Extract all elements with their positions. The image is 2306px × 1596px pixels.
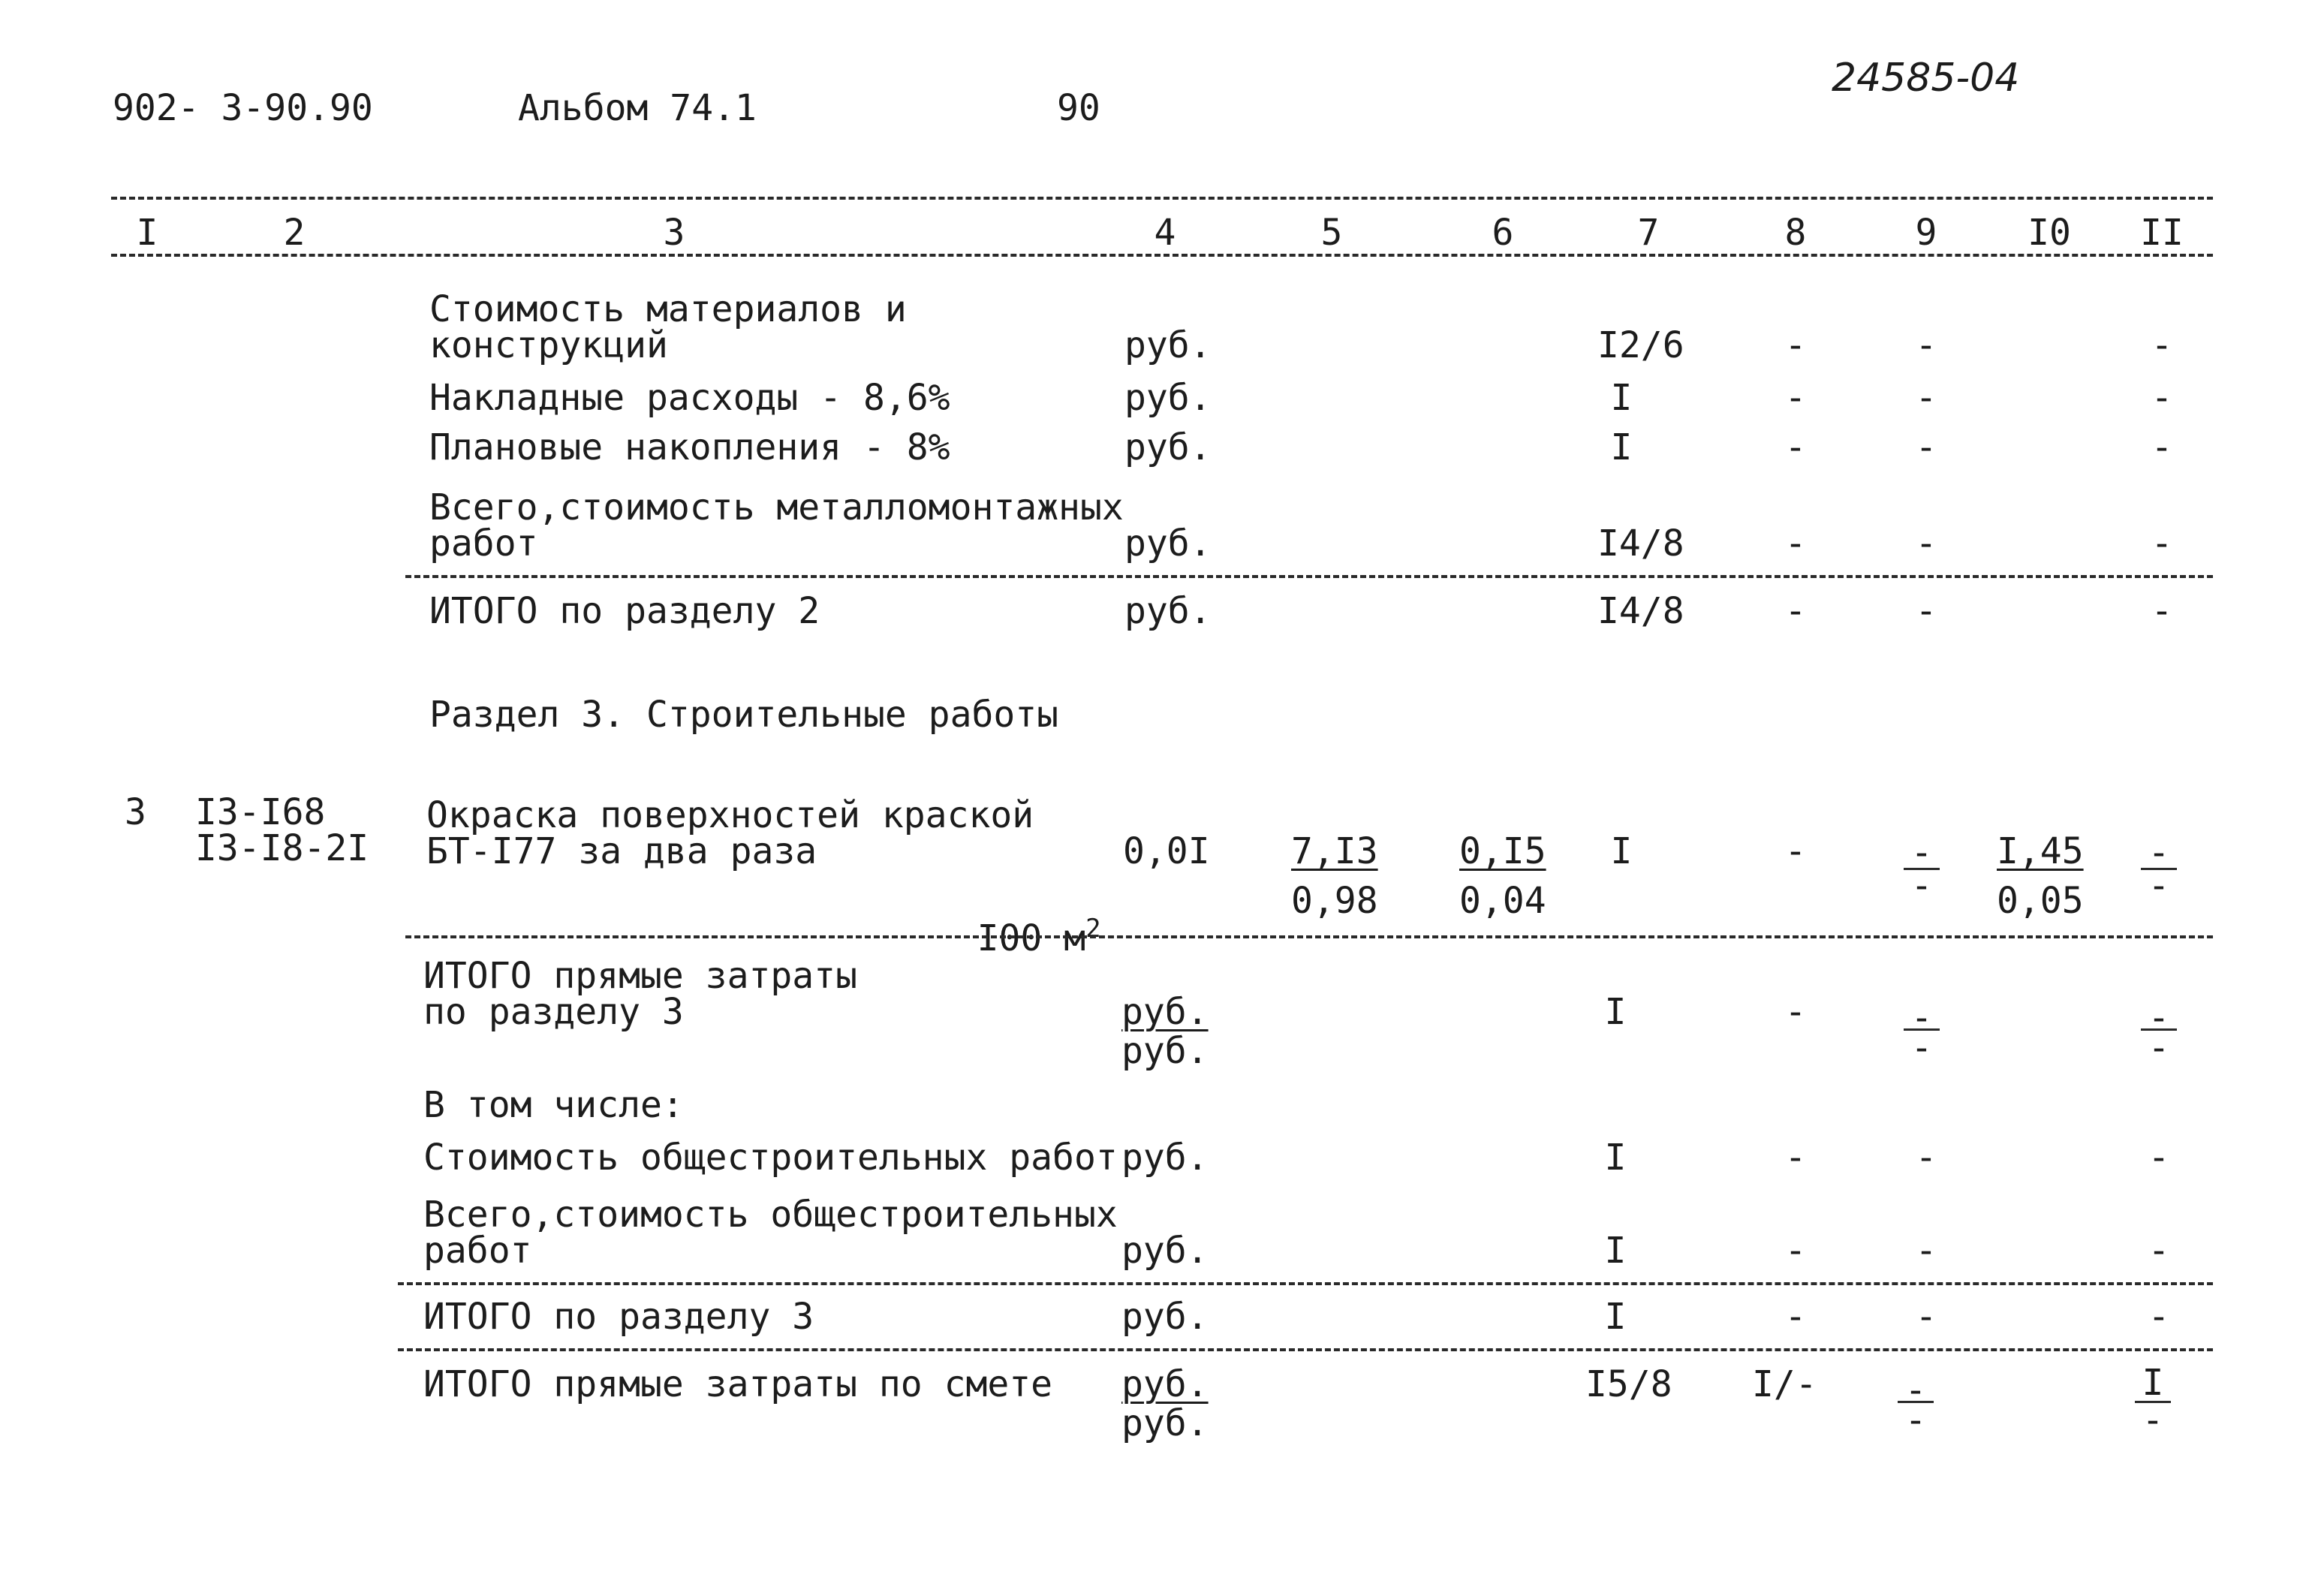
cell-col8: - xyxy=(1784,1137,1807,1179)
cell-col7: I xyxy=(1610,426,1633,468)
cell-col11-top: I xyxy=(2142,1362,2164,1404)
cell-col11: - xyxy=(2151,522,2173,565)
cell-col7: I xyxy=(1604,1137,1627,1179)
cell-col9-top: - xyxy=(1910,997,1933,1039)
item-code: I3-I8-2I xyxy=(195,827,369,869)
row-unit-bottom: руб. xyxy=(1121,1402,1209,1444)
cell-col11: - xyxy=(2148,1137,2170,1179)
row-unit: руб. xyxy=(1124,324,1212,366)
column-header-3: 3 xyxy=(663,212,685,254)
cell-col9: - xyxy=(1915,426,1937,468)
cell-col9: - xyxy=(1915,377,1937,419)
cell-col7: I4/8 xyxy=(1597,522,1684,565)
cell-col9: - xyxy=(1915,1296,1937,1338)
cell-col11-bottom: - xyxy=(2148,1027,2170,1069)
section-divider xyxy=(405,935,2213,938)
cell-col11: - xyxy=(2148,1296,2170,1338)
row-text: работ xyxy=(429,522,538,565)
cell-col8: - xyxy=(1784,1296,1807,1338)
column-header-4: 4 xyxy=(1154,212,1176,254)
row-text: Всего,стоимость общестроительных xyxy=(423,1194,1118,1236)
cell-col9-top: - xyxy=(1904,1369,1927,1411)
row-text: конструкций xyxy=(429,324,668,366)
cell-col9: - xyxy=(1915,324,1937,366)
cell-col7: I2/6 xyxy=(1597,324,1684,366)
cell-col11: - xyxy=(2148,1230,2170,1272)
cell-col8: - xyxy=(1784,324,1807,366)
column-header-7: 7 xyxy=(1637,212,1660,254)
cell-col7: I5/8 xyxy=(1585,1363,1672,1405)
cell-col9-bottom: - xyxy=(1904,1399,1927,1441)
row-unit-bottom: руб. xyxy=(1121,1030,1209,1072)
section-divider xyxy=(398,1282,2213,1285)
section-divider xyxy=(405,575,2213,578)
cell-col9: - xyxy=(1915,590,1937,632)
cell-col11: - xyxy=(2151,590,2173,632)
cell-col9-bottom: - xyxy=(1910,865,1933,907)
cell-col8: - xyxy=(1784,590,1807,632)
cell-col9-bottom: - xyxy=(1910,1027,1933,1069)
handwritten-stamp-number: 24585-04 xyxy=(1832,56,2020,101)
unit-exponent: 2 xyxy=(1085,914,1101,944)
cell-col9: - xyxy=(1915,1230,1937,1272)
cell-col7: I xyxy=(1604,1230,1627,1272)
row-text: Плановые накопления - 8% xyxy=(429,426,950,468)
row-text: Окраска поверхностей краской xyxy=(426,794,1034,836)
row-text: работ xyxy=(423,1230,532,1272)
header-top-rule xyxy=(111,197,2213,200)
cell-col10-top: I,45 xyxy=(1997,830,2084,872)
cell-col5-bottom: 0,98 xyxy=(1291,880,1378,922)
cell-col8: - xyxy=(1784,377,1807,419)
row-unit: руб. xyxy=(1124,426,1212,468)
cell-col8: - xyxy=(1784,522,1807,565)
row-unit: руб. xyxy=(1121,1296,1209,1338)
column-header-8: 8 xyxy=(1784,212,1807,254)
row-unit: руб. xyxy=(1121,1137,1209,1179)
column-header-9: 9 xyxy=(1915,212,1937,254)
column-header-5: 5 xyxy=(1320,212,1343,254)
cell-col5-top: 7,I3 xyxy=(1291,830,1378,872)
cell-col8: - xyxy=(1784,830,1807,872)
row-unit: руб. xyxy=(1124,590,1212,632)
cell-col11-top: - xyxy=(2148,832,2170,874)
cell-col11-bottom: - xyxy=(2148,865,2170,907)
row-text: Стоимость материалов и xyxy=(429,288,907,330)
column-header-6: 6 xyxy=(1492,212,1514,254)
cell-col7: I xyxy=(1604,991,1627,1033)
row-text: ИТОГО прямые затраты xyxy=(423,955,857,997)
cell-col9: - xyxy=(1915,1137,1937,1179)
cell-col8: I/- xyxy=(1752,1363,1817,1405)
row-text: ИТОГО прямые затраты по смете xyxy=(423,1363,1053,1405)
row-text: Накладные расходы - 8,6% xyxy=(429,377,950,419)
row-unit-top: руб. xyxy=(1121,1363,1209,1405)
cell-col7: I xyxy=(1604,1296,1627,1338)
item-number: 3 xyxy=(125,791,146,833)
item-code: I3-I68 xyxy=(195,791,326,833)
cell-col11: - xyxy=(2151,324,2173,366)
cell-col10-bottom: 0,05 xyxy=(1997,880,2084,922)
row-text: Стоимость общестроительных работ xyxy=(423,1137,1118,1179)
row-text: по разделу 3 xyxy=(423,991,684,1033)
row-unit: руб. xyxy=(1124,522,1212,565)
page-number: 90 xyxy=(1057,87,1100,129)
document-code: 902- 3-90.90 xyxy=(113,87,373,129)
header-bottom-rule xyxy=(111,254,2213,257)
row-text: Всего,стоимость металломонтажных xyxy=(429,486,1124,528)
section-divider xyxy=(398,1348,2213,1351)
column-header-1: I xyxy=(136,212,158,254)
album-label: Альбом 74.1 xyxy=(518,87,757,129)
cell-col9-top: - xyxy=(1910,832,1933,874)
cell-col7: I xyxy=(1610,830,1633,872)
row-text: БТ-I77 за два раза xyxy=(426,830,817,872)
cell-col7: I xyxy=(1610,377,1633,419)
cell-col6-top: 0,I5 xyxy=(1459,830,1546,872)
cell-col9: - xyxy=(1915,522,1937,565)
cell-col8: - xyxy=(1784,1230,1807,1272)
cell-col8: - xyxy=(1784,426,1807,468)
cell-col6-bottom: 0,04 xyxy=(1459,880,1546,922)
row-unit-top: руб. xyxy=(1121,991,1209,1033)
column-header-11: II xyxy=(2140,212,2184,254)
cell-col11: - xyxy=(2151,377,2173,419)
cell-col8: - xyxy=(1784,991,1807,1033)
section-heading: Раздел 3. Строительные работы xyxy=(429,694,1059,736)
column-header-2: 2 xyxy=(283,212,306,254)
row-text: ИТОГО по разделу 2 xyxy=(429,590,820,632)
row-unit: руб. xyxy=(1124,377,1212,419)
cell-col11-top: - xyxy=(2148,997,2170,1039)
row-text: В том числе: xyxy=(423,1084,684,1126)
cell-col11-bottom: - xyxy=(2142,1399,2164,1441)
unit-measure: I00 м xyxy=(977,917,1086,959)
cell-col11: - xyxy=(2151,426,2173,468)
column-header-10: I0 xyxy=(2028,212,2071,254)
cell-col7: I4/8 xyxy=(1597,590,1684,632)
cell-col4: 0,0I xyxy=(1123,830,1210,872)
row-text: ИТОГО по разделу 3 xyxy=(423,1296,814,1338)
row-unit: руб. xyxy=(1121,1230,1209,1272)
